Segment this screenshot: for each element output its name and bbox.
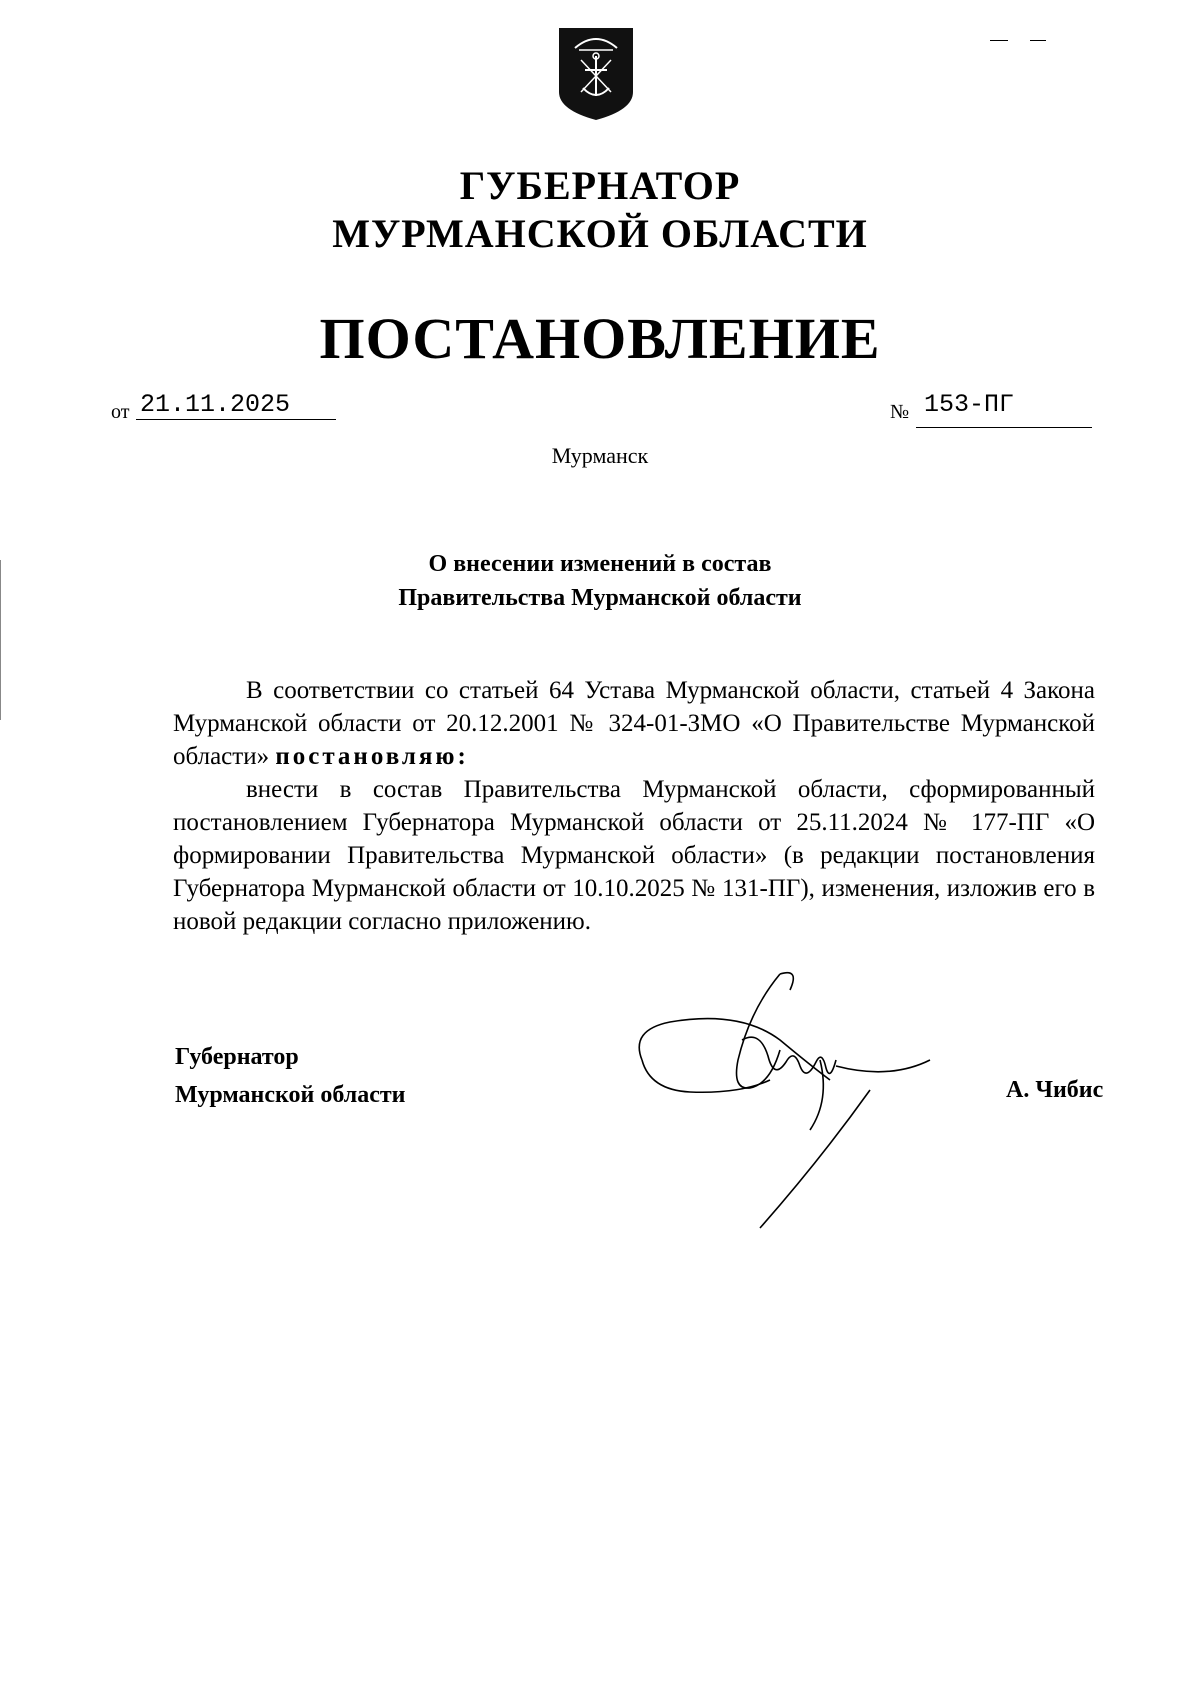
body-paragraph-2: внести в состав Правительства Мурманской области, сформированный постановлением Губернатора Мурманской области от 25.11.2024 № 177-ПГ «О формировании Правительства Мурманской области» (в редакции постановления Губернатора Мурманской области от 10.10.2025 № 131-ПГ), изменения, изложив его в новой редакции согласно приложению.	[173, 776, 1095, 935]
scan-artifact-left-edge	[0, 560, 1, 720]
date-underline	[136, 419, 336, 420]
handwritten-signature-icon	[630, 970, 950, 1230]
resolution-word: постановляю:	[275, 743, 469, 770]
scan-artifact-top-right-2	[1030, 40, 1046, 41]
document-date: 21.11.2025	[140, 390, 291, 419]
issuer-title-line1: ГУБЕРНАТОР	[459, 163, 741, 208]
document-type: ПОСТАНОВЛЕНИЕ	[319, 306, 881, 371]
coat-of-arms-icon	[557, 26, 635, 122]
date-prefix: от	[111, 401, 130, 423]
issuer-title-line2: МУРМАНСКОЙ ОБЛАСТИ	[332, 211, 868, 256]
document-body	[173, 674, 1095, 938]
issue-city: Мурманск	[551, 443, 649, 468]
number-prefix: №	[890, 401, 910, 423]
scan-artifact-top-right	[990, 40, 1008, 41]
number-underline	[916, 427, 1092, 428]
signer-position	[175, 1038, 405, 1114]
signer-position-line2: Мурманской области	[175, 1082, 406, 1108]
document-subject	[0, 547, 1200, 615]
signer-name: А. Чибис	[1006, 1077, 1104, 1103]
subject-line1: О внесении изменений в состав	[428, 551, 772, 577]
subject-line2: Правительства Мурманской области	[398, 585, 802, 611]
document-number: 153-ПГ	[924, 390, 1015, 419]
body-paragraph-1-text: В соответствии со статьей 64 Устава Мурманской области, статьей 4 Закона Мурманской области от 20.12.2001 № 324-01-ЗМО «О Правительстве Мурманской области»	[173, 677, 1095, 770]
signer-position-line1: Губернатор	[175, 1044, 299, 1070]
body-paragraph-1	[173, 674, 1095, 773]
